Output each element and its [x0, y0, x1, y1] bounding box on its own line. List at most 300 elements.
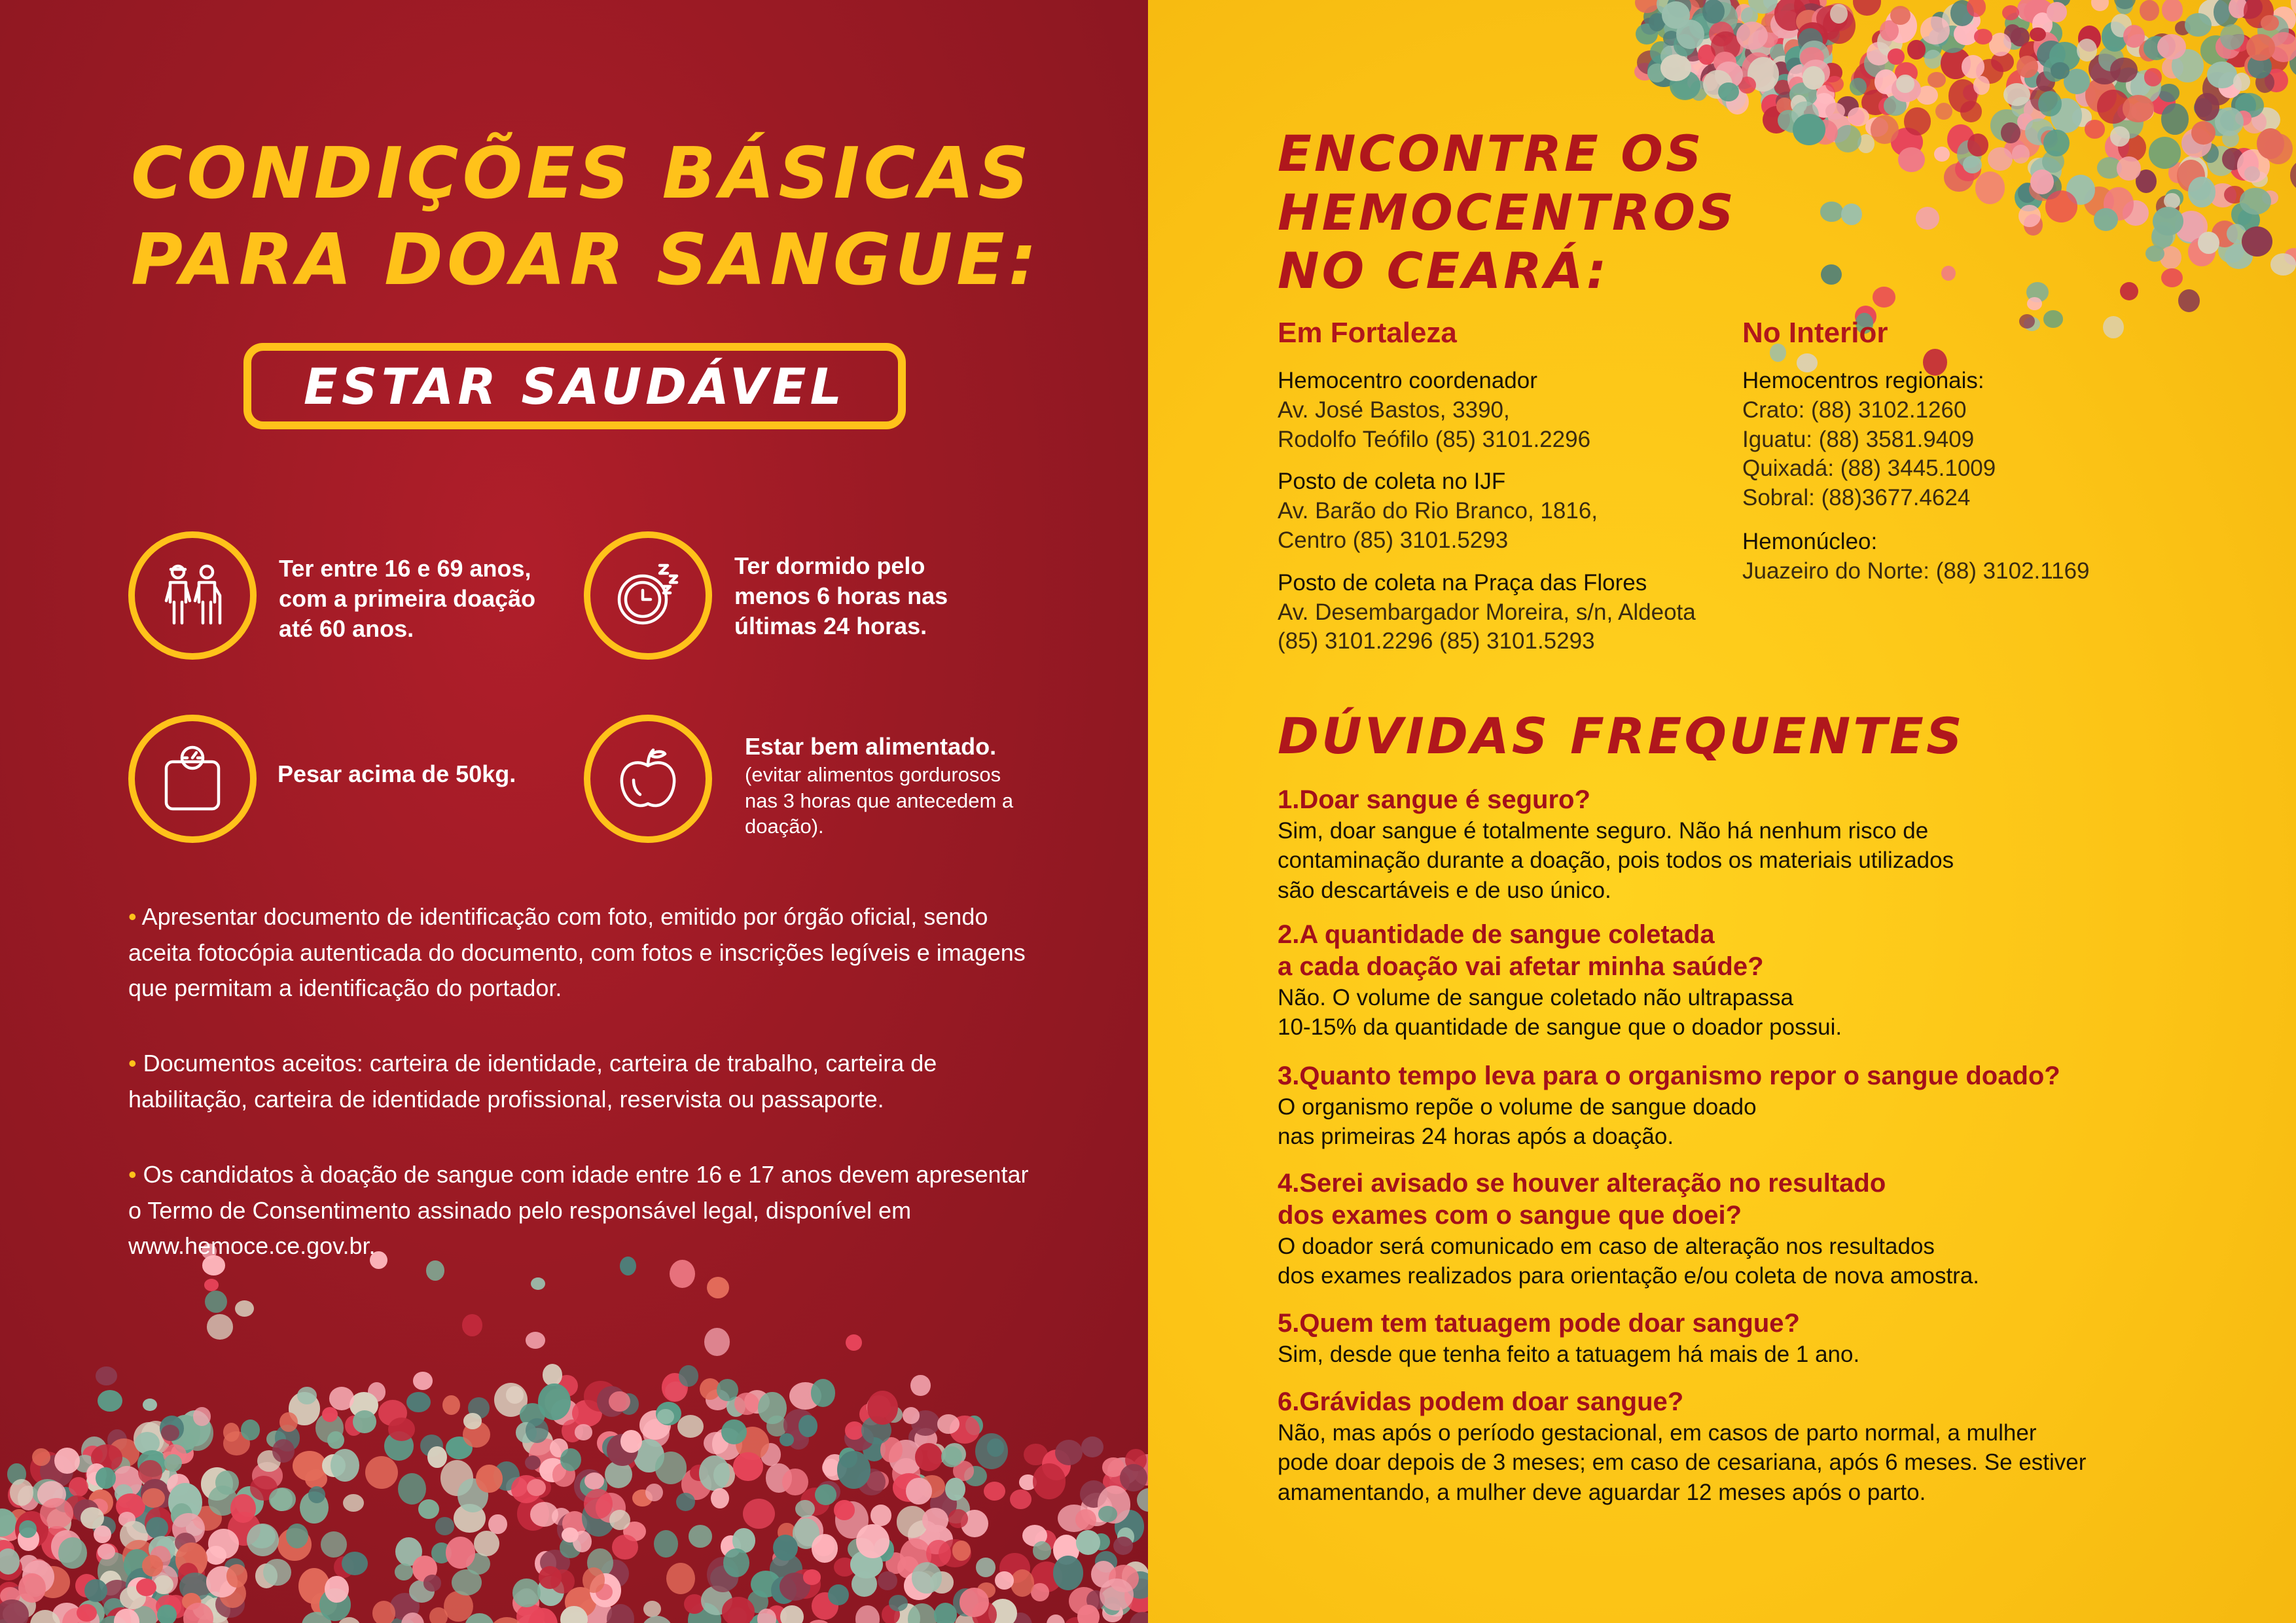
confetti-dot [2001, 122, 2020, 144]
confetti-dot [1702, 0, 1725, 24]
confetti-dot [803, 1569, 821, 1584]
confetti-dot [1974, 29, 1992, 45]
confetti-dot [711, 1488, 729, 1508]
faq-question-cont: a cada doação vai afetar minha saúde? [1278, 952, 1764, 981]
faq-title: DÚVIDAS FREQUENTES [1278, 707, 1965, 765]
faq-item [1278, 919, 2194, 1043]
regional-item: Iguatu: (88) 3581.9409 [1742, 426, 1975, 452]
bullet-icon: • [128, 1050, 137, 1077]
confetti-dot [584, 1489, 613, 1519]
confetti-dot [322, 1407, 338, 1422]
confetti-dot [878, 1571, 897, 1590]
confetti-dot [1898, 147, 1925, 172]
confetti-dot [2018, 205, 2040, 227]
confetti-dot [657, 1409, 673, 1425]
confetti-dot [208, 1529, 239, 1559]
confetti-dot [2043, 130, 2069, 156]
confetti-dot [516, 1604, 545, 1623]
confetti-dot [77, 1604, 97, 1622]
confetti-dot [342, 1552, 368, 1575]
confetti-dot [780, 1605, 803, 1623]
confetti-dot [910, 1375, 930, 1396]
confetti-dot [1962, 55, 1985, 79]
location-item [1278, 467, 1729, 555]
faq-answer-line: O organismo repõe o volume de sangue doado [1278, 1094, 1757, 1120]
confetti-dot [699, 1455, 730, 1490]
location-item [1278, 569, 1729, 656]
confetti-dot [207, 1314, 232, 1340]
find-title-line-1: ENCONTRE OS [1278, 124, 1704, 183]
confetti-dot [1841, 204, 1862, 226]
confetti-dot [812, 1534, 838, 1563]
confetti-dot [704, 1328, 730, 1356]
confetti-dot [1888, 48, 1905, 65]
confetti-dot [1873, 287, 1895, 308]
confetti-dot [798, 1415, 817, 1437]
confetti-dot [1853, 0, 1881, 16]
confetti-dot [984, 1482, 1006, 1501]
location-line: Av. José Bastos, 3390, [1278, 397, 1510, 423]
condition-age-text: Ter entre 16 e 69 anos, com a primeira doação até 60 anos. [279, 555, 536, 643]
confetti-dot [1120, 1464, 1147, 1491]
confetti-dot [329, 1387, 354, 1410]
confetti-dot [512, 1578, 541, 1607]
confetti-dot [543, 1364, 562, 1385]
confetti-dot [525, 1455, 541, 1470]
confetti-dot [2017, 56, 2038, 77]
confetti-dot [98, 1544, 115, 1560]
faq-item [1278, 1308, 2194, 1369]
confetti-dot [2094, 208, 2118, 231]
confetti-dot [286, 1524, 308, 1549]
confetti-dot [2045, 190, 2077, 223]
faq-answer-line: dos exames realizados para orientação e/ou coleta de nova amostra. [1278, 1263, 1980, 1289]
confetti-dot [2191, 121, 2215, 145]
confetti-dot [1890, 6, 1910, 25]
confetti-dot [855, 1605, 880, 1623]
interior-list [1742, 366, 2200, 586]
confetti-dot [773, 1535, 798, 1561]
confetti-dot [1967, 0, 1986, 17]
confetti-dot [526, 1332, 546, 1349]
confetti-dot [1924, 50, 1942, 69]
confetti-dot [2157, 34, 2186, 60]
confetti-dot [2261, 15, 2279, 31]
confetti-dot [226, 1564, 247, 1588]
confetti-dot [2162, 0, 2183, 22]
confetti-dot [1988, 147, 2013, 171]
confetti-dot [945, 1478, 965, 1501]
confetti-dot [846, 1334, 862, 1351]
confetti-dot [474, 1531, 499, 1556]
confetti-dot [889, 1595, 907, 1611]
faq-answer-line: nas primeiras 24 horas após a doação. [1278, 1124, 1674, 1150]
confetti-dot [1820, 202, 1842, 221]
confetti-dot [806, 1620, 832, 1623]
confetti-dot [609, 1391, 630, 1412]
faq-answer-line: 10-15% da quantidade de sangue que o doador possui. [1278, 1014, 1842, 1041]
confetti-dot [293, 1451, 327, 1481]
confetti-dot [837, 1451, 870, 1489]
confetti-dot [365, 1456, 398, 1489]
confetti-dot [811, 1379, 836, 1406]
confetti-dot [343, 1494, 364, 1512]
requirement-text: Apresentar documento de identificação com foto, emitido por órgão oficial, sendo aceita fotocópia autenticada do documento, com fotos e inscrições legíveis e imagens que permitam a identificação do portador. [128, 903, 1026, 1002]
confetti-dot [733, 1452, 763, 1481]
confetti-dot [645, 1484, 663, 1501]
confetti-dot [427, 1446, 446, 1468]
confetti-dot [1967, 134, 1988, 156]
confetti-dot [758, 1392, 786, 1425]
faq-answer-line: Não. O volume de sangue coletado não ultrapassa [1278, 984, 1794, 1010]
confetti-dot [975, 1433, 1009, 1469]
confetti-dot [241, 1419, 260, 1440]
confetti-dot [442, 1395, 460, 1415]
confetti-dot [2047, 2, 2067, 22]
confetti-dot [279, 1412, 298, 1432]
confetti-dot [96, 1366, 117, 1385]
fortaleza-heading: Em Fortaleza [1278, 317, 1457, 349]
confetti-dot [915, 1443, 942, 1471]
location-line: Centro (85) 3101.5293 [1278, 527, 1509, 553]
confetti-dot [1130, 1612, 1148, 1623]
confetti-dot [98, 1390, 122, 1412]
confetti-dot [906, 1478, 932, 1505]
condition-food-note: (evitar alimentos gordurosos nas 3 horas que antecedem a doação). [745, 763, 1014, 838]
confetti-dot [2027, 297, 2042, 310]
find-centers-title [1278, 124, 1736, 300]
confetti-dot [584, 1472, 604, 1489]
healthy-banner [243, 343, 906, 429]
confetti-dot [96, 1467, 116, 1489]
confetti-dot [204, 1279, 219, 1291]
confetti-dot [235, 1300, 254, 1317]
faq-answer-line: Sim, doar sangue é totalmente seguro. Não há nenhum risco de [1278, 817, 1929, 844]
faq-question: 6.Grávidas podem doar sangue? [1278, 1387, 1684, 1416]
confetti-dot [2120, 282, 2138, 301]
confetti-dot [215, 1471, 240, 1495]
condition-weight-text: Pesar acima de 50kg. [278, 760, 516, 787]
confetti-dot [654, 1530, 678, 1558]
confetti-dot [2085, 120, 2106, 138]
confetti-dot [2188, 177, 2215, 207]
confetti-dot [721, 1419, 747, 1444]
confetti-dot [308, 1486, 325, 1503]
location-line: Av. Desembargador Moreira, s/n, Aldeota [1278, 599, 1696, 625]
faq-answer-line: contaminação durante a doação, pois todos os materiais utilizados [1278, 847, 1954, 874]
confetti-dot [398, 1473, 426, 1505]
confetti-dot [2198, 232, 2219, 255]
confetti-dot [1904, 107, 1931, 135]
confetti-dot [435, 1517, 454, 1535]
location-label: Posto de coleta no IJF [1278, 469, 1506, 495]
confetti-dot [446, 1537, 475, 1569]
regional-item: Crato: (88) 3102.1260 [1742, 397, 1967, 423]
confetti-dot [815, 1484, 836, 1505]
confetti-dot [1075, 1509, 1096, 1530]
bullet-icon: • [128, 1161, 137, 1188]
confetti-dot [526, 1418, 548, 1443]
confetti-dot [463, 1413, 482, 1429]
condition-food-text [745, 732, 1020, 840]
confetti-dot [2123, 95, 2154, 122]
confetti-dot [1920, 16, 1950, 45]
faq-item [1278, 1386, 2194, 1507]
confetti-dot [1010, 1489, 1031, 1509]
confetti-dot [1033, 1463, 1066, 1499]
condition-food-main: Estar bem alimentado. [745, 733, 997, 760]
confetti-dot [1033, 1541, 1051, 1560]
confetti-dot [612, 1535, 638, 1560]
confetti-dot [1081, 1436, 1103, 1457]
confetti-dot [937, 1414, 960, 1434]
requirement-3 [128, 1157, 1031, 1264]
confetti-dot [321, 1531, 347, 1558]
confetti-dot [530, 1502, 559, 1527]
confetti-dot [413, 1372, 433, 1390]
confetti-dot [1850, 78, 1867, 96]
confetti-dot [976, 1558, 996, 1577]
confetti-dot [58, 1537, 87, 1569]
confetti-dot [583, 1567, 604, 1592]
confetti-dot [2290, 160, 2296, 190]
confetti-dot [2159, 84, 2179, 102]
hemonucleo-item: Juazeiro do Norte: (88) 3102.1169 [1742, 558, 2090, 584]
regional-item: Sobral: (88)3677.4624 [1742, 485, 1971, 511]
confetti-dot [934, 1603, 957, 1623]
confetti-dot [2091, 0, 2109, 11]
confetti-dot [331, 1449, 359, 1482]
confetti-dot [1973, 76, 1990, 95]
confetti-dot [2242, 226, 2272, 257]
confetti-dot [575, 1424, 592, 1440]
scale-icon [128, 715, 257, 843]
confetti-dot [452, 1569, 482, 1596]
confetti-dot [2215, 107, 2244, 136]
regional-item: Quixadá: (88) 3445.1009 [1742, 455, 1996, 482]
confetti-dot [1821, 264, 1842, 285]
confetti-dot [2153, 207, 2183, 236]
find-title-line-2: HEMOCENTROS [1278, 183, 1736, 241]
condition-sleep-text: Ter dormido pelo menos 6 horas nas últimas 24 horas. [734, 552, 948, 640]
confetti-dot [19, 1520, 37, 1538]
confetti-dot [1835, 125, 1861, 152]
confetti-dot [2246, 34, 2275, 61]
confetti-dot [353, 1410, 376, 1434]
confetti-dot [269, 1488, 296, 1511]
confetti-dot [1137, 1488, 1148, 1512]
confetti-dot [2012, 145, 2030, 163]
confetti-dot [69, 1477, 88, 1497]
faq-item [1278, 1060, 2194, 1152]
confetti-dot [1055, 1440, 1083, 1465]
clock-sleep-icon [584, 531, 712, 660]
confetti-dot [2140, 0, 2159, 21]
confetti-dot [845, 1421, 864, 1439]
location-line: Av. Barão do Rio Branco, 1816, [1278, 498, 1598, 524]
confetti-dot [676, 1493, 695, 1511]
confetti-dot [230, 1494, 256, 1523]
confetti-dot [406, 1392, 431, 1412]
confetti-dot [1053, 1556, 1083, 1590]
confetti-dot [395, 1563, 413, 1580]
title-line-1: CONDIÇÕES BÁSICAS [131, 133, 1033, 215]
faq-question: 1.Doar sangue é seguro? [1278, 785, 1590, 814]
confetti-dot [2110, 126, 2130, 147]
confetti-dot [1011, 1569, 1034, 1597]
confetti-dot [795, 1500, 815, 1518]
confetti-dot [418, 1499, 440, 1520]
requirement-2 [128, 1046, 1031, 1117]
confetti-dot [948, 1509, 968, 1527]
confetti-dot [2233, 73, 2250, 92]
confetti-dot [743, 1499, 775, 1529]
healthy-banner-text: ESTAR SAUDÁVEL [303, 357, 846, 416]
confetti-dot [325, 1576, 349, 1603]
interior-heading: No Interior [1742, 317, 1888, 349]
confetti-dot [1660, 54, 1691, 81]
confetti-dot [2123, 25, 2145, 48]
faq-answer-line: são descartáveis e de uso único. [1278, 877, 1611, 903]
confetti-dot [960, 1588, 989, 1616]
confetti-dot [1871, 115, 1899, 144]
confetti-dot [1935, 103, 1952, 120]
confetti-dot [1113, 1537, 1133, 1555]
people-icon [128, 531, 257, 660]
confetti-dot [2149, 137, 2181, 169]
confetti-dot [689, 1525, 712, 1548]
confetti-dot [2270, 253, 2296, 276]
confetti-dot [641, 1616, 673, 1623]
confetti-dot [1896, 75, 1914, 93]
confetti-dot [2103, 316, 2123, 338]
confetti-dot [782, 1469, 808, 1495]
faq-item [1278, 784, 2194, 905]
confetti-dot [1793, 114, 1825, 145]
confetti-dot [834, 1500, 855, 1520]
requirement-text: Documentos aceitos: carteira de identidade, carteira de trabalho, carteira de habilitação, carteira de identidade profissional, reservista ou passaporte. [128, 1050, 937, 1113]
confetti-dot [1960, 101, 1982, 122]
confetti-dot [2195, 93, 2219, 121]
confetti-dot [2207, 62, 2237, 88]
confetti-dot [2043, 310, 2062, 327]
confetti-dot [620, 1430, 642, 1452]
page-title [131, 131, 1041, 304]
confetti-dot [717, 1379, 738, 1401]
confetti-dot [1718, 82, 1739, 102]
confetti-dot [1047, 1614, 1065, 1623]
confetti-dot [531, 1277, 545, 1290]
confetti-dot [423, 1575, 442, 1591]
confetti-dot [462, 1314, 482, 1336]
confetti-dot [655, 1452, 687, 1484]
confetti-dot [18, 1573, 46, 1603]
location-line: (85) 3101.2296 (85) 3101.5293 [1278, 628, 1595, 654]
confetti-dot [2185, 13, 2212, 37]
confetti-dot [153, 1575, 173, 1594]
location-label: Posto de coleta na Praça das Flores [1278, 569, 1647, 596]
location-line: Rodolfo Teófilo (85) 3101.2296 [1278, 426, 1591, 452]
confetti-dot [2077, 39, 2098, 62]
regional-label: Hemocentros regionais: [1742, 368, 1984, 393]
location-item [1278, 366, 1729, 454]
faq-answer-line: O doador será comunicado em caso de alteração nos resultados [1278, 1233, 1935, 1259]
confetti-dot [263, 1559, 291, 1586]
confetti-dot [2002, 5, 2019, 20]
confetti-dot [1941, 266, 1956, 281]
confetti-dot [164, 1454, 182, 1472]
confetti-dot [722, 1597, 755, 1623]
confetti-dot [1907, 40, 1925, 60]
confetti-dot [84, 1579, 107, 1602]
faq-question: 3.Quanto tempo leva para o organismo repor o sangue doado? [1278, 1061, 2060, 1090]
confetti-dot [1934, 147, 1950, 162]
confetti-dot [828, 1584, 849, 1605]
confetti-dot [205, 1291, 227, 1313]
confetti-dot [223, 1423, 240, 1442]
title-line-2: PARA DOAR SANGUE: [131, 219, 1041, 301]
confetti-dot [912, 1562, 942, 1593]
hemonucleo-label: Hemonúcleo: [1742, 528, 1878, 554]
confetti-dot [2030, 27, 2046, 41]
faq-question: 4.Serei avisado se houver alteração no resultado [1278, 1169, 1886, 1198]
confetti-dot [1975, 171, 2005, 204]
requirement-text: Os candidatos à doação de sangue com idade entre 16 e 17 anos devem apresentar o Termo de Consentimento assinado pelo responsável legal, disponível em www.hemoce.ce.gov.br. [128, 1161, 1029, 1260]
confetti-dot [679, 1365, 699, 1387]
confetti-dot [157, 1605, 177, 1623]
confetti-dot [388, 1418, 416, 1441]
confetti-dot [2051, 62, 2069, 79]
faq-answer-line: Não, mas após o período gestacional, em casos de parto normal, a mulher [1278, 1419, 2037, 1446]
confetti-dot [643, 1601, 661, 1617]
confetti-dot [2161, 268, 2183, 287]
confetti-dot [952, 1541, 971, 1561]
confetti-dot [903, 1407, 920, 1424]
faq-item [1278, 1168, 2194, 1291]
confetti-dot [476, 1465, 503, 1493]
confetti-dot [2038, 91, 2062, 116]
faq-answer-line: pode doar depois de 3 meses; em caso de cesariana, após 6 meses. Se estiver [1278, 1450, 2087, 1476]
bullet-icon: • [128, 903, 137, 930]
confetti-dot [560, 1448, 581, 1471]
confetti-dot [870, 1505, 891, 1526]
confetti-dot [2144, 68, 2162, 86]
confetti-dot [2161, 103, 2189, 134]
confetti-dot [81, 1507, 104, 1529]
faq-question: 5.Quem tem tatuagem pode doar sangue? [1278, 1309, 1800, 1338]
confetti-dot [1848, 107, 1869, 126]
confetti-dot [193, 1407, 210, 1425]
confetti-dot [707, 1277, 729, 1298]
confetti-dot [1676, 20, 1704, 49]
confetti-dot [1916, 207, 1939, 230]
confetti-dot [54, 1448, 80, 1474]
faq-answer-line: amamentando, a mulher deve aguardar 12 meses após o parto. [1278, 1479, 1926, 1505]
confetti-dot [723, 1548, 749, 1577]
confetti-dot [856, 1524, 889, 1558]
confetti-dot [10, 1479, 33, 1505]
find-title-line-3: NO CEARÁ: [1278, 241, 1609, 300]
confetti-dot [272, 1439, 295, 1463]
confetti-dot [1830, 4, 1848, 24]
confetti-dot [297, 1387, 317, 1404]
location-label: Hemocentro coordenador [1278, 368, 1537, 393]
requirement-1 [128, 899, 1031, 1007]
apple-icon [584, 715, 712, 843]
confetti-dot [666, 1563, 695, 1595]
confetti-dot [867, 1391, 897, 1425]
confetti-dot [2240, 188, 2271, 215]
